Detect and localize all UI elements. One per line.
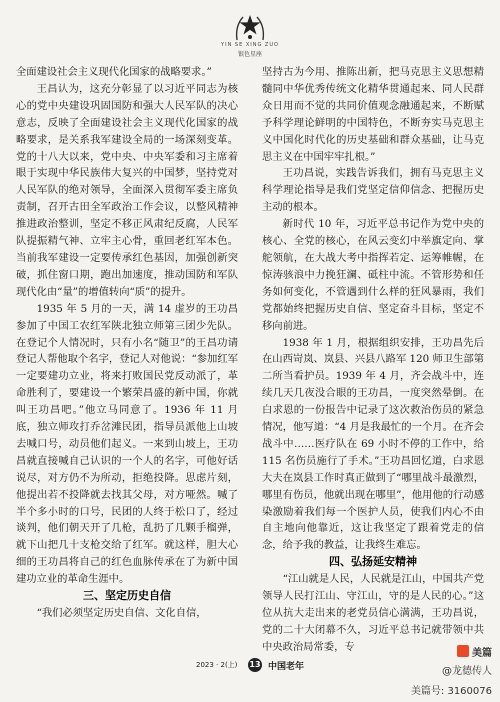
meipian-logo-text: 美篇 — [472, 647, 492, 659]
paragraph: 1935 年 5 月的一天，满 14 虚岁的王功昌参加了中国工农红军陕北独立师第三团少先队。在登记个人情况时，只有小名“随卫”的王昌功请登记人帮他取个名字，登记人对他说：“参加红军一定要建功立业，将来打败国民党反动派了，革命胜利了，要建设一个繁荣昌盛的新中国，你就叫王功昌吧。”他立马同意了。1936 年 11 月底，独立师攻打乔岔滩民团，指导员派他上山坡去喊口号，动员他们起义。一来到山坡上，王功昌就直接喊自己认识的一个人的名字，可他好话说尽，对方仍不为所动，拒绝投降。思虑片刻，他提出若不投降就去找其父母，对方哑然。喊了半个多小时的口号，民团的人终于松口了，经过谈判，他们朝天开了几枪，乱扔了几颗手榴弹，就下山把几十支枪交给了红军。就这样，胆大心细的王功昌将自己的红色血脉传承在了为新中国建功立业的革命生涯中。 — [16, 302, 238, 586]
paragraph: 1938 年 1 月，根据组织安排，王功昌先后在山西岢岚、岚县、兴县八路军 120 师卫生部第二所当看护员。1939 年 4 月，齐会战斗中，连续几天几夜没合眼的王功昌，一度突然晕倒。在白求恩的一份报告中记录了这次救治伤员的紧急情况，他写道：“4 月是我最忙的一个月。在齐会战斗中……医疗队在 69 小时不停的工作中，给 115 名伤员施行了手术。”王功昌回忆道，白求恩大夫在岚县工作时真正做到了“哪里战斗最激烈，哪里有伤员，他就出现在哪里”，他用他的行动感染激励着我们每一个医护人员，使我们内心不由自主地向他靠近，这让我坚定了跟着党走的信念，给予我的教益，让我终生难忘。 — [262, 336, 484, 552]
brand-pinyin: YIN SE XING ZUO — [221, 42, 279, 48]
meipian-logo-icon — [457, 645, 469, 657]
paragraph: 坚持古为今用、推陈出新，把马克思主义思想精髓同中华优秀传统文化精华贯通起来、同人民群众日用而不觉的共同价值观念融通起来，不断赋予科学理论鲜明的中国特色，不断夯实马克思主义中国化时代化的历史基础和群众基础，让马克思主义在中国牢牢扎根。” — [262, 66, 484, 163]
left-column — [16, 64, 238, 652]
brand-name: 银色星座 — [237, 51, 262, 58]
paragraph: “江山就是人民，人民就是江山，中国共产党领导人民打江山、守江山，守的是人民的心。”这位从抗大走出来的老党员信心满满，王功昌说，党的二十大闭幕不久，习近平总书记就带领中共中央政治局常委，专 — [262, 573, 484, 653]
section-heading: 四、弘扬延安精神 — [329, 555, 417, 569]
issue-number: 2023 · 2(上) — [196, 661, 238, 669]
paragraph: 王昌认为，这充分彰显了以习近平同志为核心的党中央建设巩固国防和强大人民军队的决心意志，反映了全面建设社会主义现代化国家的战略要求，是关系我军建设全局的一场深刻变革。党的十八大以来，党中央、中央军委和习主席着眼于实现中华民族伟大复兴的中国梦，坚持党对人民军队的绝对领导，全面深入贯彻军委主席负责制，召开古田全军政治工作会议，以整风精神推进政治整训，坚定不移正风肃纪反腐，人民军队提振精气神、立牢主心骨，重回老红军本色。当前我军建设一定要传承红色基因，加强创新突破，抓住窗口期，跑出加速度，推动国防和军队现代化由“量”的增值转向“质”的提升。 — [16, 82, 238, 298]
watermark-id: 美篇号: 3160076 — [410, 686, 492, 697]
watermark — [372, 642, 492, 700]
right-column — [262, 64, 484, 652]
paragraph: 王功昌说，实践告诉我们，拥有马克思主义科学理论指导是我们党坚定信仰信念、把握历史主动的根本。 — [262, 167, 484, 214]
watermark-author: @龙德传人 — [442, 666, 492, 677]
star-emblem-icon — [233, 12, 267, 42]
page-number: 13 — [248, 658, 262, 672]
paragraph: 新时代 10 年，习近平总书记作为党中央的核心、全党的核心，在风云变幻中举旗定向、掌舵领航，在大战大考中指挥若定、运筹帷幄，在惊涛骇浪中力挽狂澜、砥柱中流。不管形势和任务如何变化，不管遇到什么样的狂风暴雨，我们党都始终把握历史自信、坚定奋斗目标，坚定不移向前进。 — [262, 218, 484, 332]
masthead — [0, 12, 500, 58]
section-heading: 三、坚定历史自信 — [83, 589, 171, 603]
magazine-name: 中国老年 — [268, 662, 305, 672]
paragraph: 全面建设社会主义现代化国家的战略要求。” — [16, 66, 212, 78]
paragraph: “我们必须坚定历史自信、文化自信， — [36, 606, 207, 619]
meipian-logo — [457, 642, 492, 660]
